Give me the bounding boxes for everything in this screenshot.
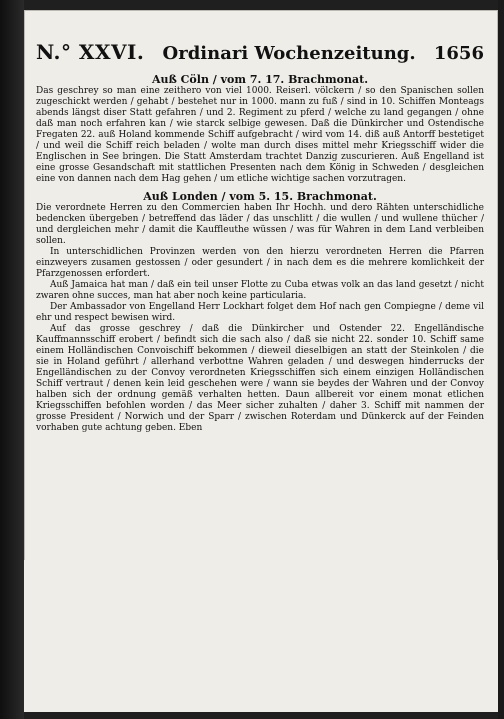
report-paragraph: In unterschidlichen Provinzen werden von den hierzu verordneten Herren die Pfarren einzweyers zusamen gestossen / oder gesundert / in nach dem es die mehrere komlichkeit der Pfarzgenossen erfordert.	[36, 247, 484, 279]
newspaper-title: Ordinari Wochenzeitung.	[162, 43, 416, 64]
masthead	[36, 40, 484, 68]
report-paragraph: Die verordnete Herren zu den Commercien haben Ihr Hochh. und dero Rähten unterschidliche bedencken übergeben / betreffend das läder / das unschlitt / die wullen / und wullene thücher / und dergleichen mehr / damit die Kauffleuthe wüssen / was für Wahren in dem Land verbleiben sollen.	[36, 203, 484, 246]
report-section-cologne	[36, 74, 484, 185]
article-text-block	[36, 40, 484, 560]
report-paragraph: Auß Jamaica hat man / daß ein teil unser Flotte zu Cuba etwas volk an das land gesetzt / nicht zwaren ohne succes, man hat aber noch keine particularia.	[36, 280, 484, 301]
report-section-london	[36, 191, 484, 434]
section-dateline: Auß Cöln / vom 7. 17. Brachmonat.	[151, 73, 369, 86]
report-paragraph: Der Ambassador von Engelland Herr Lockhart folget dem Hof nach gen Compiegne / deme vil ehr und respect bewisen wird.	[36, 302, 484, 323]
blank-lower-margin	[24, 560, 498, 712]
scan-right-edge	[498, 0, 504, 719]
section-dateline: Auß Londen / vom 5. 15. Brachmonat.	[143, 190, 377, 203]
issue-year: 1656	[433, 43, 484, 64]
scan-edge-shadow	[0, 0, 24, 719]
report-paragraph: Auf das grosse geschrey / daß die Dünkircher und Ostender 22. Engelländische Kauffmannsschiff erobert / befindt sich die sach also / daß sie nicht 22. sonder 10. Schiff same einem Holländischen Convoischiff bekommen / dieweil dieselbigen an statt der Steinkolen / die sie in Holand geführt / allerhand verbottne Wahren geladen / und deswegen hinderrucks der Engelländischen zu der Convoy verordneten Kriegsschiffen sich einem einzigen Holländischen Schiff vertraut / denen kein leid geschehen were / wann sie beydes der Wahren und der Convoy halben sich der ordnung gemäß verhalten hetten. Daun allbereit vor einem monat etlichen Kriegsschiffen befohlen worden / das Meer sicher zuhalten / daher 3. Schiff mit nammen der grosse President / Norwich und der Sparr / zwischen Roterdam und Dünkerck auf der Feinden vorhaben gute achtung geben. Eben	[36, 324, 484, 433]
issue-number: N.° XXVI.	[36, 40, 145, 64]
report-paragraph: Das geschrey so man eine zeithero von viel 1000. Reiserl. völckern / so den Spanischen sollen zugeschickt werden / gehabt / bestehet nur in 1000. mann zu fuß / sind in 10. Schiffen Monteags abends längst diser Statt gefahren / und 2. Regiment zu pferd / welche zu land gegangen / ohne daß man noch erfahren kan / wie starck selbige gewesen. Daß die Dünkircher und Ostendische Fregaten 22. auß Holand kommende Schiff aufgebracht / wird vom 14. diß auß Antorff bestetiget / und weil die Schiff reich beladen / wolte man durch dises mittel mehr Kriegsschiff wider die Englischen in See bringen. Die Statt Amsterdam trachtet Danzig zuscurieren. Auß Engelland ist eine grosse Gesandschaft mit stattlichen Presenten nach dem König in Schweden / desgleichen eine von dannen nach dem Hag gehen / um etliche wichtige sachen vorzutragen.	[36, 86, 484, 184]
